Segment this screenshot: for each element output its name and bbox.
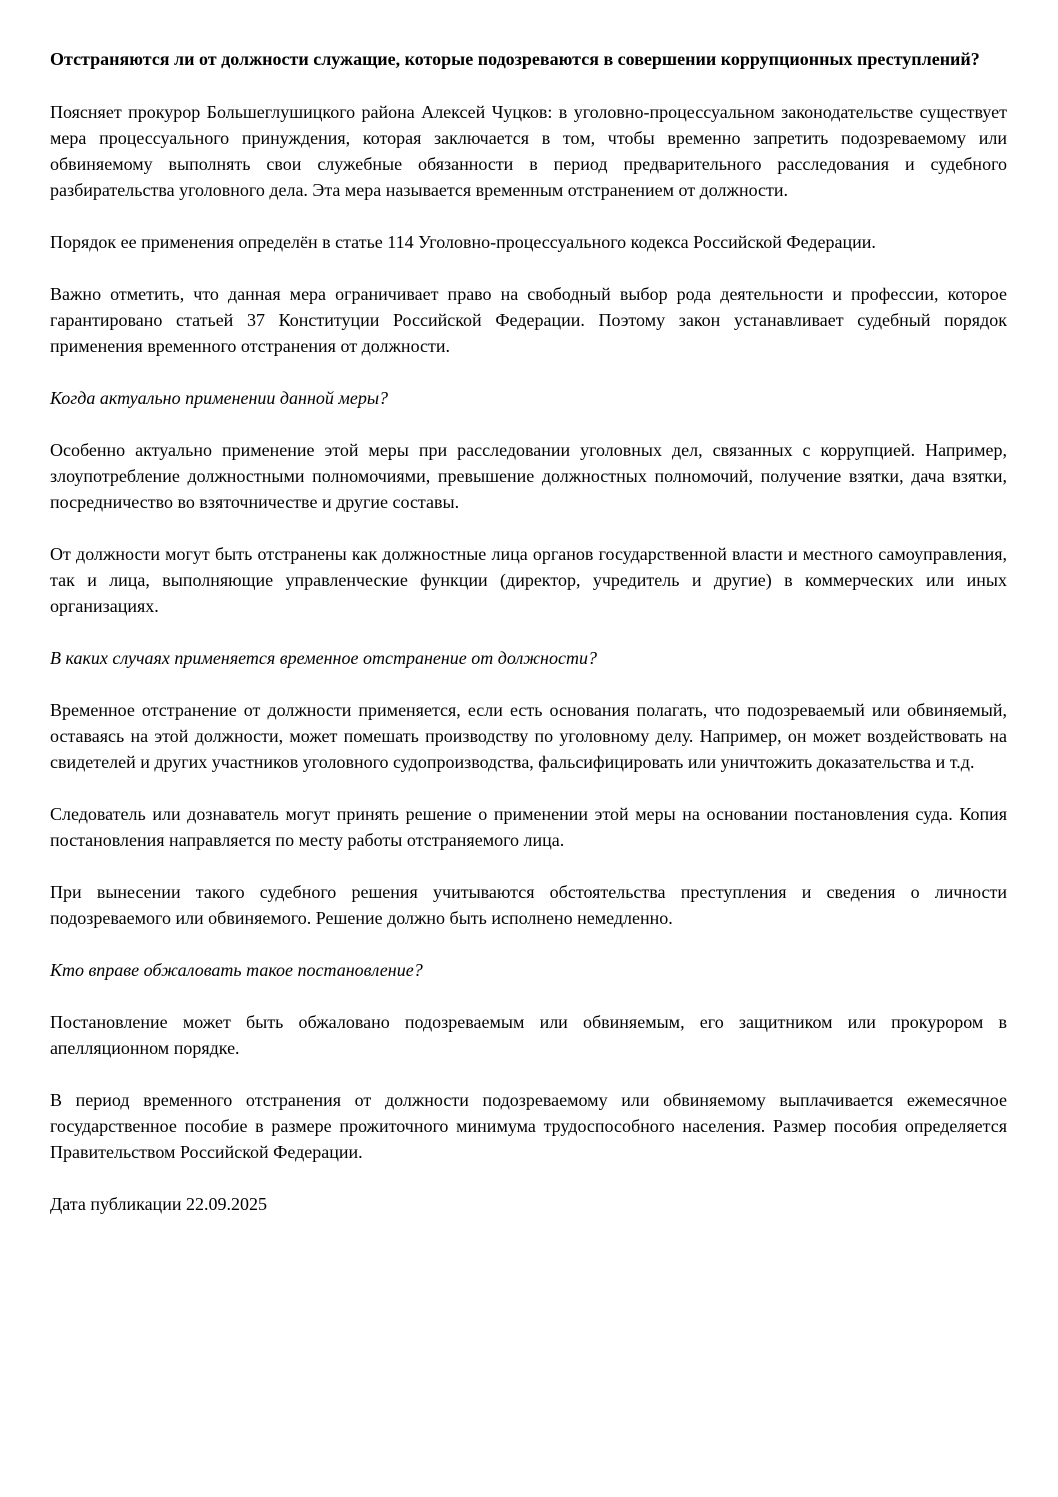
question-heading-when-relevant: Когда актуально применении данной меры? xyxy=(50,388,389,408)
question-heading-who-can-appeal: Кто вправе обжаловать такое постановление? xyxy=(50,960,423,980)
question-heading-in-which-cases: В каких случаях применяется временное отстранение от должности? xyxy=(50,648,597,668)
paragraph-monthly-allowance: В период временного отстранения от должности подозреваемому или обвиняемому выплачивается ежемесячное государственное пособие в размере прожиточного минимума трудоспособного населения. Размер пособия определяется Правительством Российской Федерации. xyxy=(50,1090,1007,1162)
paragraph-investigator-decision: Следователь или дознаватель могут принять решение о применении этой меры на основании постановления суда. Копия постановления направляется по месту работы отстраняемого лица. xyxy=(50,804,1007,850)
paragraph-constitution-37: Важно отметить, что данная мера ограничивает право на свободный выбор рода деятельности и профессии, которое гарантировано статьей 37 Конституции Российской Федерации. Поэтому закон устанавливает судебный порядок применения временного отстранения от должности. xyxy=(50,284,1007,356)
paragraph-corruption-cases: Особенно актуально применение этой меры при расследовании уголовных дел, связанных с коррупцией. Например, злоупотребление должностными полномочиями, превышение должностных полномочий, получение взятки, дача взятки, посредничество во взяточничестве и другие составы. xyxy=(50,440,1007,512)
publication-date: Дата публикации 22.09.2025 xyxy=(50,1194,267,1214)
paragraph-appeal-rights: Постановление может быть обжаловано подозреваемым или обвиняемым, его защитником или прокурором в апелляционном порядке. xyxy=(50,1012,1007,1058)
paragraph-court-decision-factors: При вынесении такого судебного решения учитываются обстоятельства преступления и сведения о личности подозреваемого или обвиняемого. Решение должно быть исполнено немедленно. xyxy=(50,882,1007,928)
paragraph-prosecutor-explains: Поясняет прокурор Большеглушицкого района Алексей Чуцков: в уголовно-процессуальном законодательстве существует мера процессуального принуждения, которая заключается в том, чтобы временно запретить подозреваемому или обвиняемому выполнять свои служебные обязанности в период предварительного расследования и судебного разбирательства уголовного дела. Эта мера называется временным отстранением от должности. xyxy=(50,102,1007,200)
document-title: Отстраняются ли от должности служащие, которые подозреваются в совершении коррупционных преступлений? xyxy=(50,49,980,69)
paragraph-who-can-be-suspended: От должности могут быть отстранены как должностные лица органов государственной власти и местного самоуправления, так и лица, выполняющие управленческие функции (директор, учредитель и другие) в коммерческих или иных организациях. xyxy=(50,544,1007,616)
paragraph-article-114: Порядок ее применения определён в статье 114 Уголовно-процессуального кодекса Российской Федерации. xyxy=(50,232,876,252)
paragraph-grounds-for-suspension: Временное отстранение от должности применяется, если есть основания полагать, что подозреваемый или обвиняемый, оставаясь на этой должности, может помешать производству по уголовному делу. Например, он может воздействовать на свидетелей и других участников уголовного судопроизводства, фальсифицировать или уничтожить доказательства и т.д. xyxy=(50,700,1007,772)
